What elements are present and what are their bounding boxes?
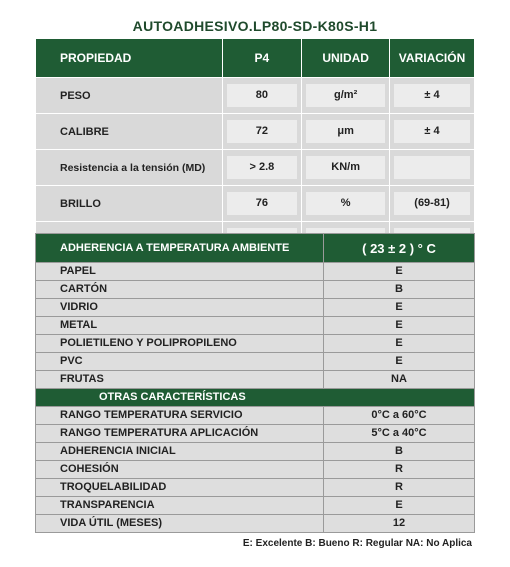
property-variation: (69-81) [394,192,470,215]
table-row [36,407,475,425]
table-row [36,335,475,353]
substrate-name: PVC [36,353,324,371]
characteristic-value: B [324,443,475,461]
characteristic-value: 0°C a 60°C [324,407,475,425]
table-row [36,281,475,299]
property-name: BRILLO [36,186,223,222]
property-variation: ± 4 [394,84,470,107]
characteristic-name: TROQUELABILIDAD [36,479,324,497]
substrate-name: VIDRIO [36,299,324,317]
table-row [36,78,475,114]
characteristic-value: E [324,497,475,515]
substrate-rating: NA [324,371,475,389]
table-row [36,114,475,150]
substrate-name: POLIETILENO Y POLIPROPILENO [36,335,324,353]
property-name: Resistencia a la tensión (MD) [36,150,223,186]
substrate-name: CARTÓN [36,281,324,299]
characteristic-name: RANGO TEMPERATURA SERVICIO [36,407,324,425]
property-value: 72 [227,120,298,143]
substrate-rating: E [324,263,475,281]
characteristic-name: RANGO TEMPERATURA APLICACIÓN [36,425,324,443]
characteristic-name: COHESIÓN [36,461,324,479]
property-unit: % [306,192,385,215]
characteristic-value: R [324,461,475,479]
characteristic-value: 5°C a 40°C [324,425,475,443]
header-adherencia: ADHERENCIA A TEMPERATURA AMBIENTE [36,234,324,263]
characteristic-name: VIDA ÚTIL (MESES) [36,515,324,533]
property-value: 76 [227,192,298,215]
substrate-rating: E [324,353,475,371]
substrate-name: PAPEL [36,263,324,281]
table-row [36,479,475,497]
table-row [36,317,475,335]
property-name: CALIBRE [36,114,223,150]
substrate-rating: E [324,299,475,317]
property-value: > 2.8 [227,156,298,179]
header-unidad: UNIDAD [302,39,390,78]
table-row [36,497,475,515]
substrate-name: FRUTAS [36,371,324,389]
property-value: 80 [227,84,298,107]
header-variacion: VARIACIÓN [390,39,475,78]
table-row [36,371,475,389]
table-row [36,425,475,443]
adhesion-header-row [36,234,475,263]
property-unit: g/m² [306,84,385,107]
table-row [36,515,475,533]
document-title: AUTOADHESIVO.LP80-SD-K80S-H1 [132,18,378,34]
header-p4: P4 [222,39,302,78]
characteristic-name: TRANSPARENCIA [36,497,324,515]
characteristic-name: ADHERENCIA INICIAL [36,443,324,461]
substrate-rating: E [324,335,475,353]
rating-legend: E: Excelente B: Bueno R: Regular NA: No Aplica [242,538,472,549]
characteristic-value: R [324,479,475,497]
table-row [36,353,475,371]
header-propiedad: PROPIEDAD [36,39,223,78]
property-unit: μm [306,120,385,143]
table-row [36,299,475,317]
properties-header-row [36,39,475,78]
section-header-row [36,389,475,407]
substrate-rating: E [324,317,475,335]
table-row [36,443,475,461]
property-unit: KN/m [306,156,385,179]
property-variation: ± 4 [394,120,470,143]
table-row [36,461,475,479]
adhesion-table [35,233,475,533]
property-name: PESO [36,78,223,114]
characteristic-value: 12 [324,515,475,533]
substrate-rating: B [324,281,475,299]
header-temperature: ( 23 ± 2 ) ° C [324,234,475,263]
properties-table [35,38,475,258]
table-row [36,263,475,281]
property-variation [394,156,470,179]
substrate-name: METAL [36,317,324,335]
table-row [36,150,475,186]
section-title: OTRAS CARACTERÍSTICAS [36,389,475,407]
table-row [36,186,475,222]
